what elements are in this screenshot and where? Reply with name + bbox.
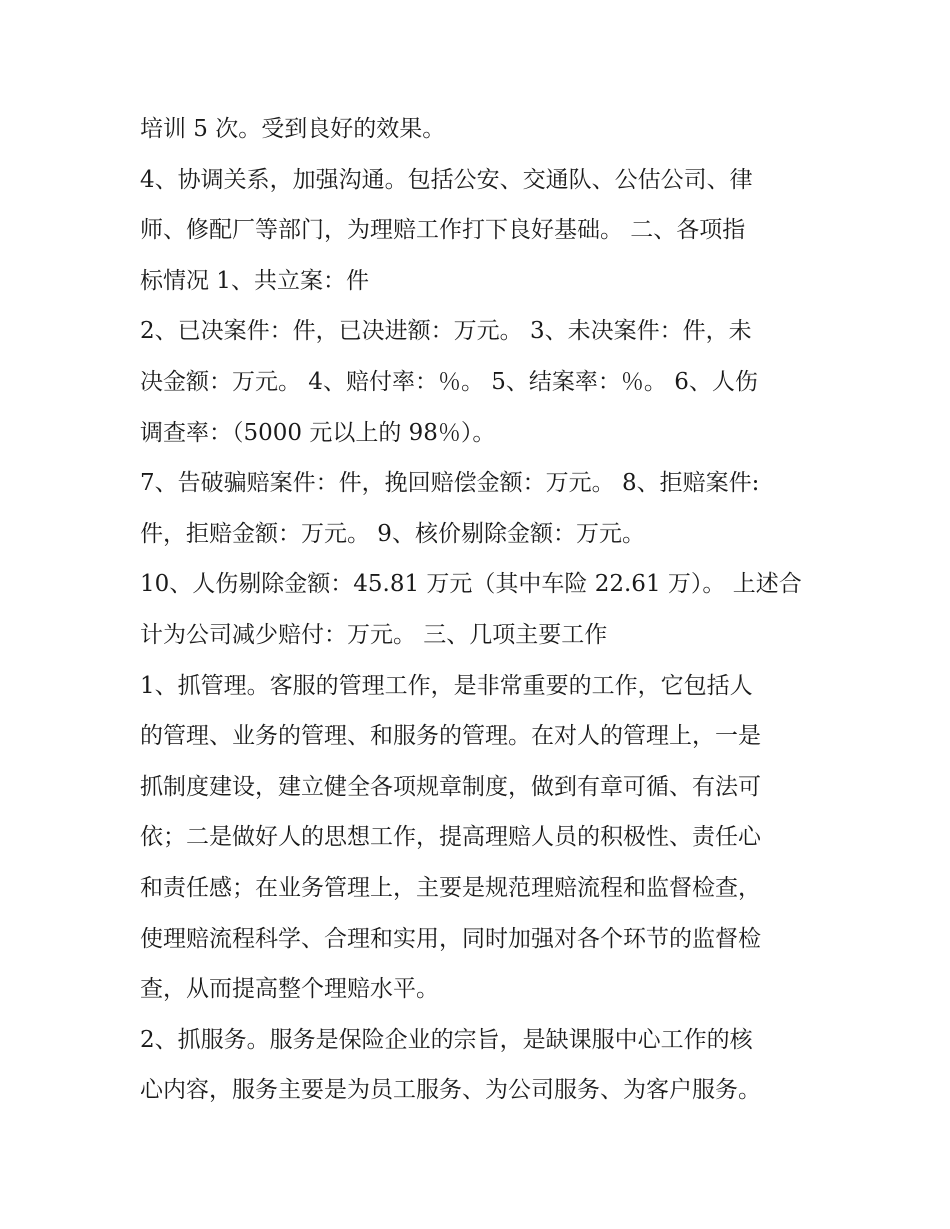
text-line: 培训 5 次。受到良好的效果。 xyxy=(140,116,446,142)
text-line: 1、抓管理。客服的管理工作，是非常重要的工作，它包括人 xyxy=(140,672,753,699)
text-line: 2、已决案件：件，已决进额：万元。 3、未决案件：件，未 xyxy=(140,318,752,345)
text-line: 的管理、业务的管理、和服务的管理。在对人的管理上，一是 xyxy=(140,723,761,750)
document-body xyxy=(140,104,830,1116)
text-line: 师、修配厂等部门，为理赔工作打下良好基础。 二、各项指 xyxy=(140,217,746,244)
text-line: 和责任感；在业务管理上，主要是规范理赔流程和监督检查， xyxy=(140,874,761,901)
text-line: 计为公司减少赔付：万元。 三、几项主要工作 xyxy=(140,621,608,648)
text-line: 调查率：（5000 元以上的 98％）。 xyxy=(140,419,496,446)
text-line: 10、人伤剔除金额：45.81 万元（其中车险 22.61 万）。 上述合 xyxy=(140,571,802,598)
text-line: 使理赔流程科学、合理和实用，同时加强对各个环节的监督检 xyxy=(140,925,761,952)
text-line: 标情况 1、共立案：件 xyxy=(140,267,369,294)
text-line: 心内容，服务主要是为员工服务、为公司服务、为客户服务。 xyxy=(140,1077,761,1104)
text-line: 7、告破骗赔案件：件，挽回赔偿金额：万元。 8、拒赔案件: xyxy=(140,470,760,497)
text-line: 决金额：万元。 4、赔付率：％。 5、结案率：％。 6、人伤 xyxy=(140,368,758,395)
text-line: 4、协调关系，加强沟通。包括公安、交通队、公估公司、律 xyxy=(140,166,753,193)
text-line: 件，拒赔金额：万元。 9、核价剔除金额：万元。 xyxy=(140,520,645,547)
text-line: 2、抓服务。服务是保险企业的宗旨，是缺课服中心工作的核 xyxy=(140,1026,753,1053)
text-line: 依；二是做好人的思想工作，提高理赔人员的积极性、责任心 xyxy=(140,824,761,851)
text-line: 查，从而提高整个理赔水平。 xyxy=(140,976,439,1003)
text-line: 抓制度建设，建立健全各项规章制度，做到有章可循、有法可 xyxy=(140,773,761,800)
